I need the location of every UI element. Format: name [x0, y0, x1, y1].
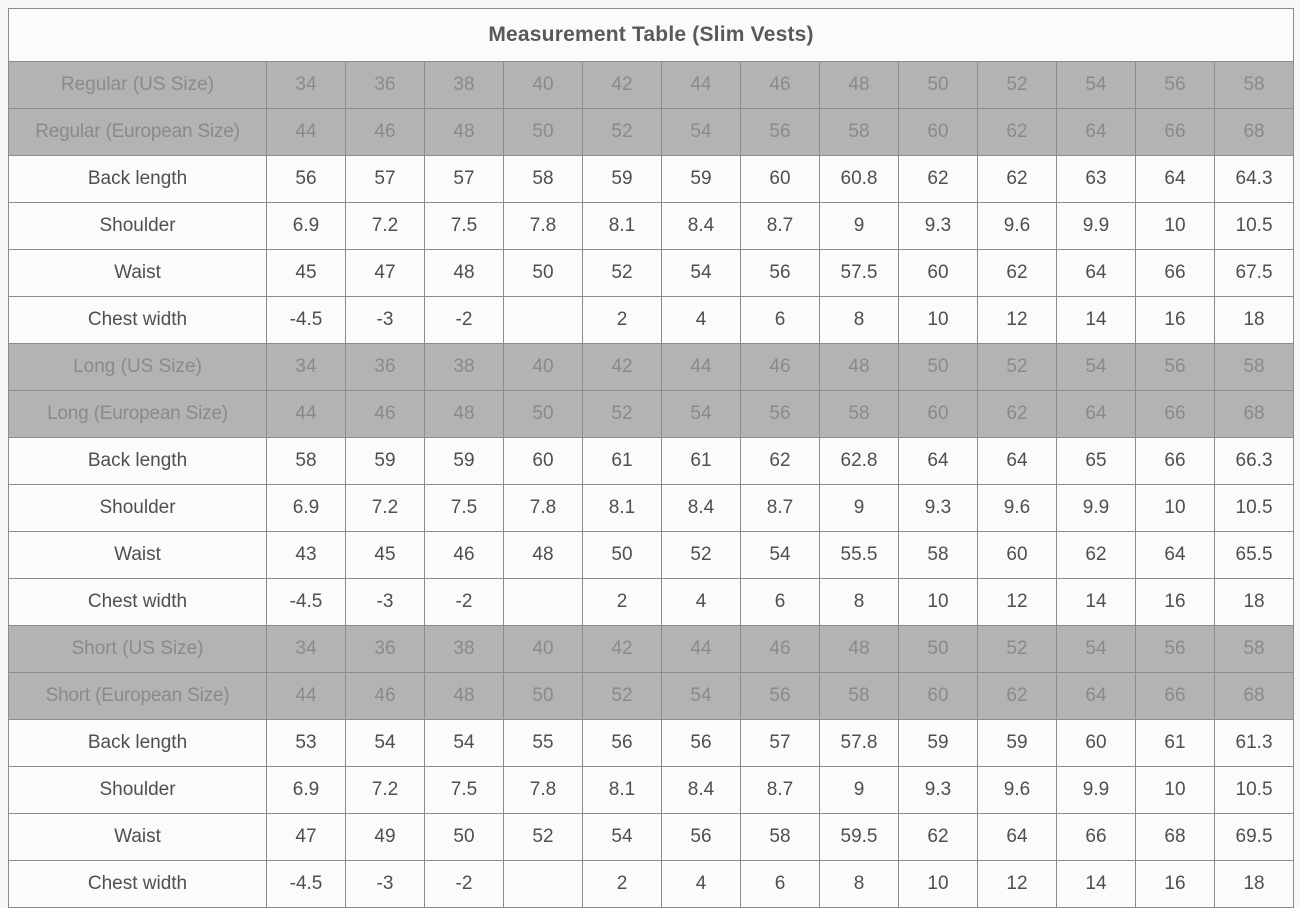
table-cell: 48 [425, 673, 504, 720]
table-cell: 47 [346, 250, 425, 297]
table-cell: 50 [583, 532, 662, 579]
table-cell: 66 [1057, 814, 1136, 861]
table-cell: 52 [583, 109, 662, 156]
table-cell: 46 [741, 62, 820, 109]
row-label: Waist [9, 814, 267, 861]
table-cell: 8.4 [662, 203, 741, 250]
table-cell: 46 [346, 673, 425, 720]
table-cell: 57 [425, 156, 504, 203]
table-cell: 64 [899, 438, 978, 485]
table-cell: 66 [1136, 391, 1215, 438]
table-cell: 58 [820, 391, 899, 438]
table-row [9, 485, 1294, 532]
table-row [9, 532, 1294, 579]
table-cell: 12 [978, 297, 1057, 344]
table-cell: 58 [899, 532, 978, 579]
table-cell: 7.2 [346, 485, 425, 532]
table-cell: 45 [267, 250, 346, 297]
table-cell: 34 [267, 344, 346, 391]
table-cell: 8 [820, 861, 899, 908]
table-cell: 58 [1215, 344, 1294, 391]
table-cell: 4 [662, 861, 741, 908]
table-cell: 52 [662, 532, 741, 579]
table-cell: 54 [662, 109, 741, 156]
table-row [9, 156, 1294, 203]
table-cell [504, 861, 583, 908]
table-cell: 56 [583, 720, 662, 767]
table-cell: 4 [662, 297, 741, 344]
table-cell: 62 [978, 250, 1057, 297]
table-cell: 56 [1136, 626, 1215, 673]
table-cell: 14 [1057, 579, 1136, 626]
table-cell: 62 [899, 814, 978, 861]
table-head [9, 9, 1294, 62]
row-label: Chest width [9, 297, 267, 344]
table-cell: 54 [583, 814, 662, 861]
table-cell: 38 [425, 344, 504, 391]
table-cell: 2 [583, 861, 662, 908]
table-cell: 52 [583, 391, 662, 438]
table-cell: 58 [741, 814, 820, 861]
table-cell: 57 [346, 156, 425, 203]
table-row [9, 767, 1294, 814]
table-cell: 56 [741, 109, 820, 156]
table-cell: 8.4 [662, 485, 741, 532]
table-cell: 59.5 [820, 814, 899, 861]
table-cell: 8.7 [741, 203, 820, 250]
table-cell: 42 [583, 344, 662, 391]
table-cell: 18 [1215, 579, 1294, 626]
table-cell: 54 [662, 250, 741, 297]
table-cell: 44 [662, 626, 741, 673]
table-cell: 7.5 [425, 767, 504, 814]
table-cell: 9.6 [978, 203, 1057, 250]
table-cell: 46 [346, 109, 425, 156]
table-cell: 69.5 [1215, 814, 1294, 861]
table-cell: 59 [978, 720, 1057, 767]
table-row [9, 861, 1294, 908]
table-cell: 44 [267, 673, 346, 720]
table-cell: 8.1 [583, 203, 662, 250]
table-row [9, 344, 1294, 391]
table-row [9, 391, 1294, 438]
table-cell: 8.7 [741, 485, 820, 532]
table-cell: 43 [267, 532, 346, 579]
table-cell: 36 [346, 344, 425, 391]
table-cell: 2 [583, 297, 662, 344]
table-cell: 18 [1215, 297, 1294, 344]
row-label: Long (European Size) [9, 391, 267, 438]
table-cell: 56 [741, 250, 820, 297]
table-cell: 56 [1136, 62, 1215, 109]
table-cell: 45 [346, 532, 425, 579]
table-cell: 10 [899, 861, 978, 908]
table-cell: -3 [346, 579, 425, 626]
table-cell: 9.3 [899, 767, 978, 814]
table-cell: 40 [504, 62, 583, 109]
table-cell: 59 [425, 438, 504, 485]
table-cell: 61 [662, 438, 741, 485]
table-cell: 58 [267, 438, 346, 485]
table-cell: 50 [899, 626, 978, 673]
page-title: Measurement Table (Slim Vests) [9, 9, 1294, 62]
table-cell: 62 [1057, 532, 1136, 579]
row-label: Back length [9, 720, 267, 767]
table-cell: 58 [820, 109, 899, 156]
table-cell: 7.8 [504, 485, 583, 532]
table-row [9, 438, 1294, 485]
table-cell: 9 [820, 203, 899, 250]
table-cell: 64.3 [1215, 156, 1294, 203]
table-cell [504, 297, 583, 344]
table-row [9, 673, 1294, 720]
row-label: Long (US Size) [9, 344, 267, 391]
table-cell: 62 [978, 391, 1057, 438]
table-cell: 59 [583, 156, 662, 203]
table-cell: 56 [741, 391, 820, 438]
table-cell: 48 [425, 391, 504, 438]
table-cell: 7.8 [504, 767, 583, 814]
table-cell: 64 [1136, 156, 1215, 203]
row-label: Shoulder [9, 767, 267, 814]
table-cell: 65 [1057, 438, 1136, 485]
table-cell: 64 [978, 438, 1057, 485]
table-cell: 60 [741, 156, 820, 203]
table-cell: 55 [504, 720, 583, 767]
table-cell: 54 [425, 720, 504, 767]
table-cell: 54 [1057, 62, 1136, 109]
row-label: Short (US Size) [9, 626, 267, 673]
table-cell: 9 [820, 485, 899, 532]
table-cell: 56 [662, 720, 741, 767]
table-cell: 62 [978, 673, 1057, 720]
table-cell [504, 579, 583, 626]
table-cell: 16 [1136, 861, 1215, 908]
table-cell: 50 [504, 109, 583, 156]
row-label: Waist [9, 250, 267, 297]
table-cell: 62 [978, 156, 1057, 203]
table-cell: 8.1 [583, 485, 662, 532]
table-cell: 44 [267, 391, 346, 438]
table-cell: 48 [425, 109, 504, 156]
table-cell: 40 [504, 626, 583, 673]
row-label: Shoulder [9, 485, 267, 532]
table-cell: 46 [741, 344, 820, 391]
table-row [9, 62, 1294, 109]
table-cell: 6.9 [267, 767, 346, 814]
table-cell: 54 [1057, 344, 1136, 391]
table-cell: 52 [978, 344, 1057, 391]
table-cell: 58 [1215, 62, 1294, 109]
table-row [9, 250, 1294, 297]
table-cell: 50 [504, 673, 583, 720]
table-cell: 10 [1136, 485, 1215, 532]
table-cell: 8.1 [583, 767, 662, 814]
table-row [9, 814, 1294, 861]
table-cell: 50 [504, 391, 583, 438]
table-cell: 46 [425, 532, 504, 579]
table-cell: 66 [1136, 673, 1215, 720]
table-cell: 6.9 [267, 485, 346, 532]
table-cell: -4.5 [267, 297, 346, 344]
table-cell: 66 [1136, 438, 1215, 485]
table-cell: 54 [741, 532, 820, 579]
table-cell: 36 [346, 62, 425, 109]
table-cell: 9.3 [899, 203, 978, 250]
table-cell: 52 [504, 814, 583, 861]
table-cell: 7.2 [346, 203, 425, 250]
table-cell: 63 [1057, 156, 1136, 203]
table-cell: 52 [583, 673, 662, 720]
row-label: Back length [9, 438, 267, 485]
table-cell: 14 [1057, 297, 1136, 344]
table-cell: 62 [978, 109, 1057, 156]
table-cell: 60 [504, 438, 583, 485]
table-cell: 49 [346, 814, 425, 861]
table-cell: 64 [1136, 532, 1215, 579]
table-cell: 34 [267, 62, 346, 109]
table-cell: -4.5 [267, 579, 346, 626]
table-cell: 60 [899, 391, 978, 438]
table-cell: 6.9 [267, 203, 346, 250]
table-cell: 62 [899, 156, 978, 203]
table-cell: 58 [1215, 626, 1294, 673]
table-cell: 8.7 [741, 767, 820, 814]
table-cell: -2 [425, 297, 504, 344]
table-cell: 10.5 [1215, 485, 1294, 532]
row-label: Chest width [9, 861, 267, 908]
table-cell: -2 [425, 579, 504, 626]
table-cell: 59 [662, 156, 741, 203]
table-cell: 54 [662, 391, 741, 438]
table-cell: 56 [1136, 344, 1215, 391]
table-cell: 12 [978, 861, 1057, 908]
table-cell: 2 [583, 579, 662, 626]
table-cell: 64 [1057, 250, 1136, 297]
table-cell: 60 [899, 673, 978, 720]
table-cell: 4 [662, 579, 741, 626]
table-cell: 12 [978, 579, 1057, 626]
table-cell: 42 [583, 626, 662, 673]
table-cell: 68 [1136, 814, 1215, 861]
table-cell: 57.5 [820, 250, 899, 297]
row-label: Back length [9, 156, 267, 203]
table-cell: 57.8 [820, 720, 899, 767]
table-cell: 9.3 [899, 485, 978, 532]
table-cell: 54 [346, 720, 425, 767]
table-cell: 34 [267, 626, 346, 673]
table-cell: 54 [1057, 626, 1136, 673]
table-cell: 10.5 [1215, 767, 1294, 814]
table-cell: 50 [504, 250, 583, 297]
table-cell: 48 [504, 532, 583, 579]
table-cell: 64 [978, 814, 1057, 861]
table-cell: 48 [820, 344, 899, 391]
table-cell: 62.8 [820, 438, 899, 485]
table-cell: 6 [741, 579, 820, 626]
table-cell: 60 [899, 250, 978, 297]
table-cell: 60 [1057, 720, 1136, 767]
table-cell: 56 [662, 814, 741, 861]
table-cell: 60.8 [820, 156, 899, 203]
table-cell: 44 [267, 109, 346, 156]
table-cell: 48 [425, 250, 504, 297]
row-label: Shoulder [9, 203, 267, 250]
row-label: Regular (European Size) [9, 109, 267, 156]
table-cell: 56 [741, 673, 820, 720]
table-cell: 68 [1215, 673, 1294, 720]
table-cell: 58 [820, 673, 899, 720]
table-cell: 40 [504, 344, 583, 391]
measurement-table [8, 8, 1294, 908]
table-cell: 58 [504, 156, 583, 203]
table-cell: 38 [425, 626, 504, 673]
table-cell: 10 [899, 297, 978, 344]
table-cell: 9.9 [1057, 485, 1136, 532]
table-cell: 10 [1136, 767, 1215, 814]
table-cell: 64 [1057, 391, 1136, 438]
table-cell: 54 [662, 673, 741, 720]
row-label: Regular (US Size) [9, 62, 267, 109]
table-cell: 6 [741, 861, 820, 908]
table-cell: 16 [1136, 297, 1215, 344]
table-cell: 9 [820, 767, 899, 814]
table-cell: 7.2 [346, 767, 425, 814]
table-cell: 52 [978, 62, 1057, 109]
table-cell: 36 [346, 626, 425, 673]
table-cell: 42 [583, 62, 662, 109]
table-cell: 68 [1215, 109, 1294, 156]
table-cell: 64 [1057, 673, 1136, 720]
table-cell: 16 [1136, 579, 1215, 626]
table-cell: 61 [1136, 720, 1215, 767]
table-cell: 66 [1136, 250, 1215, 297]
table-cell: 9.6 [978, 485, 1057, 532]
table-cell: 61 [583, 438, 662, 485]
table-cell: 66.3 [1215, 438, 1294, 485]
table-cell: 7.5 [425, 485, 504, 532]
table-cell: 14 [1057, 861, 1136, 908]
table-row [9, 109, 1294, 156]
table-cell: 60 [978, 532, 1057, 579]
table-body [9, 62, 1294, 908]
row-label: Chest width [9, 579, 267, 626]
table-cell: 9.9 [1057, 203, 1136, 250]
table-cell: 52 [978, 626, 1057, 673]
table-cell: 46 [741, 626, 820, 673]
table-cell: 57 [741, 720, 820, 767]
table-cell: 53 [267, 720, 346, 767]
table-cell: 64 [1057, 109, 1136, 156]
table-row [9, 297, 1294, 344]
table-cell: 38 [425, 62, 504, 109]
table-cell: 10 [1136, 203, 1215, 250]
table-cell: 8 [820, 579, 899, 626]
table-cell: 52 [583, 250, 662, 297]
table-row [9, 579, 1294, 626]
table-cell: -2 [425, 861, 504, 908]
table-cell: 9.9 [1057, 767, 1136, 814]
table-row [9, 626, 1294, 673]
table-title-row [9, 9, 1294, 62]
table-cell: 66 [1136, 109, 1215, 156]
table-cell: 18 [1215, 861, 1294, 908]
table-cell: 10.5 [1215, 203, 1294, 250]
table-row [9, 720, 1294, 767]
table-cell: 10 [899, 579, 978, 626]
table-cell: 68 [1215, 391, 1294, 438]
table-cell: 8 [820, 297, 899, 344]
table-cell: 50 [425, 814, 504, 861]
table-cell: 7.8 [504, 203, 583, 250]
table-row [9, 203, 1294, 250]
table-cell: 62 [741, 438, 820, 485]
table-cell: -3 [346, 297, 425, 344]
table-cell: 60 [899, 109, 978, 156]
table-cell: 9.6 [978, 767, 1057, 814]
table-cell: 50 [899, 62, 978, 109]
table-cell: 47 [267, 814, 346, 861]
row-label: Short (European Size) [9, 673, 267, 720]
table-cell: 59 [899, 720, 978, 767]
table-cell: 44 [662, 344, 741, 391]
table-cell: 55.5 [820, 532, 899, 579]
table-cell: 67.5 [1215, 250, 1294, 297]
table-cell: 46 [346, 391, 425, 438]
table-cell: 48 [820, 626, 899, 673]
table-cell: 44 [662, 62, 741, 109]
table-cell: 48 [820, 62, 899, 109]
table-cell: 6 [741, 297, 820, 344]
row-label: Waist [9, 532, 267, 579]
table-cell: -3 [346, 861, 425, 908]
table-cell: 56 [267, 156, 346, 203]
table-cell: 65.5 [1215, 532, 1294, 579]
table-cell: 61.3 [1215, 720, 1294, 767]
table-cell: 7.5 [425, 203, 504, 250]
table-cell: 8.4 [662, 767, 741, 814]
table-cell: 50 [899, 344, 978, 391]
table-cell: -4.5 [267, 861, 346, 908]
table-cell: 59 [346, 438, 425, 485]
